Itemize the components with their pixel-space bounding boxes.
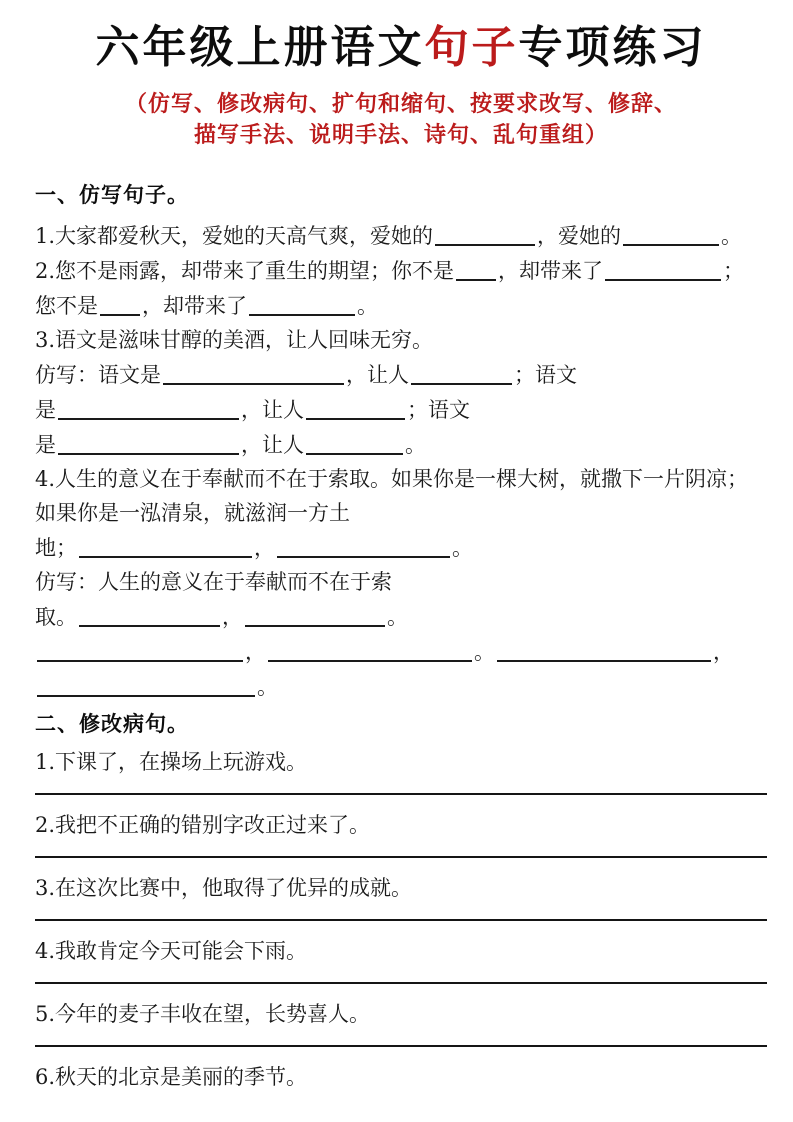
- s1-item2-line-1: [35, 257, 767, 284]
- page-title: [35, 22, 767, 75]
- answer-line-3: [35, 919, 767, 921]
- s1-item4-line-5: [35, 603, 767, 630]
- s1-item4-line-6: [35, 638, 767, 665]
- text-run: 地；: [35, 536, 77, 561]
- blank-underline: [249, 292, 355, 316]
- s2-item-3: 3.在这次比赛中，他取得了优异的成就。: [35, 876, 413, 901]
- s1-item3-line-2: [35, 361, 767, 388]
- s2-item-1: 1.下课了，在操场上玩游戏。: [35, 750, 308, 775]
- s1-item4-line-2: [35, 500, 767, 526]
- blank-underline: [623, 222, 719, 246]
- text-run: ，却带来了: [498, 258, 604, 283]
- answer-line-1: [35, 793, 767, 795]
- text-run: 。: [474, 640, 495, 665]
- text-run: ，让人: [346, 362, 409, 387]
- s1-item3-line-4: [35, 431, 767, 458]
- text-run: 2.您不是雨露，却带来了重生的期望；你不是: [35, 258, 455, 283]
- answer-line-5: [35, 1045, 767, 1047]
- s1-item4-line-4: [35, 569, 767, 595]
- s1-item3-line-3: [35, 396, 767, 423]
- text-run: 是: [35, 398, 56, 423]
- text-run: ；语文: [407, 398, 470, 423]
- text-run: 。: [257, 675, 278, 700]
- answer-line-4: [35, 982, 767, 984]
- text-run: ，让人: [241, 433, 304, 458]
- blank-underline: [37, 673, 255, 697]
- text-run: 取。: [35, 605, 77, 630]
- subtitle-line-1: （仿写、修改病句、扩句和缩句、按要求改写、修辞、: [124, 90, 677, 117]
- text-run: ；: [723, 258, 745, 283]
- s1-item2-line-2: [35, 292, 767, 319]
- blank-underline: [58, 431, 239, 455]
- text-run: ；语文: [514, 362, 577, 387]
- blank-underline: [306, 396, 405, 420]
- title-suffix: 专项练习: [518, 22, 707, 73]
- text-run: 。: [721, 223, 743, 248]
- text-run: 如果你是一泓清泉，就滋润一方土: [35, 501, 350, 526]
- text-run: ，: [713, 640, 734, 665]
- blank-underline: [456, 257, 496, 281]
- text-run: 是: [35, 433, 56, 458]
- text-run: ，让人: [241, 398, 304, 423]
- text-run: 仿写：人生的意义在于奉献而不在于索: [35, 570, 392, 595]
- blank-underline: [435, 222, 535, 246]
- blank-underline: [37, 638, 243, 662]
- answer-line-2: [35, 856, 767, 858]
- blank-underline: [79, 603, 220, 627]
- blank-underline: [79, 534, 252, 558]
- blank-underline: [245, 603, 385, 627]
- text-run: ，: [222, 605, 243, 630]
- s1-item1-line: [35, 222, 767, 249]
- s1-item4-line-7: [35, 673, 767, 700]
- text-run: 4.人生的意义在于奉献而不在于索取。如果你是一棵大树，就撒下一片阴凉；: [35, 467, 749, 492]
- text-run: 3.语文是滋味甘醇的美酒，让人回味无穷。: [35, 327, 434, 352]
- text-run: ，却带来了: [142, 293, 247, 318]
- blank-underline: [411, 361, 512, 385]
- blank-underline: [277, 534, 450, 558]
- text-run: 。: [452, 536, 473, 561]
- text-run: 仿写：语文是: [35, 362, 161, 387]
- text-run: 。: [405, 433, 426, 458]
- text-run: 。: [387, 605, 408, 630]
- subtitle-line-2: 描写手法、说明手法、诗句、乱句重组）: [193, 121, 608, 148]
- title-prefix: 六年级上册语文: [95, 22, 425, 73]
- subtitle: [35, 89, 767, 151]
- text-run: ，爱她的: [537, 223, 622, 248]
- title-highlight: 句子: [424, 22, 519, 73]
- text-run: 。: [357, 293, 378, 318]
- s2-item-2: 2.我把不正确的错别字改正过来了。: [35, 813, 371, 838]
- text-run: ，: [254, 536, 275, 561]
- blank-underline: [268, 638, 472, 662]
- blank-underline: [497, 638, 711, 662]
- s2-item-6: 6.秋天的北京是美丽的季节。: [35, 1065, 308, 1090]
- text-run: ，: [245, 640, 266, 665]
- blank-underline: [163, 361, 344, 385]
- text-run: 您不是: [35, 293, 98, 318]
- s1-item4-line-1: [35, 466, 767, 492]
- s1-item4-line-3: [35, 534, 767, 561]
- blank-underline: [605, 257, 721, 281]
- section-1-heading: 一、仿写句子。: [35, 181, 189, 207]
- s2-item-5: 5.今年的麦子丰收在望，长势喜人。: [35, 1002, 371, 1027]
- blank-underline: [306, 431, 403, 455]
- blank-underline: [58, 396, 239, 420]
- s2-item-4: 4.我敢肯定今天可能会下雨。: [35, 939, 308, 964]
- text-run: 1.大家都爱秋天，爱她的天高气爽，爱她的: [35, 223, 434, 248]
- s1-item3-line-1: [35, 327, 767, 353]
- blank-underline: [100, 292, 140, 316]
- section-2-heading: 二、修改病句。: [35, 711, 189, 737]
